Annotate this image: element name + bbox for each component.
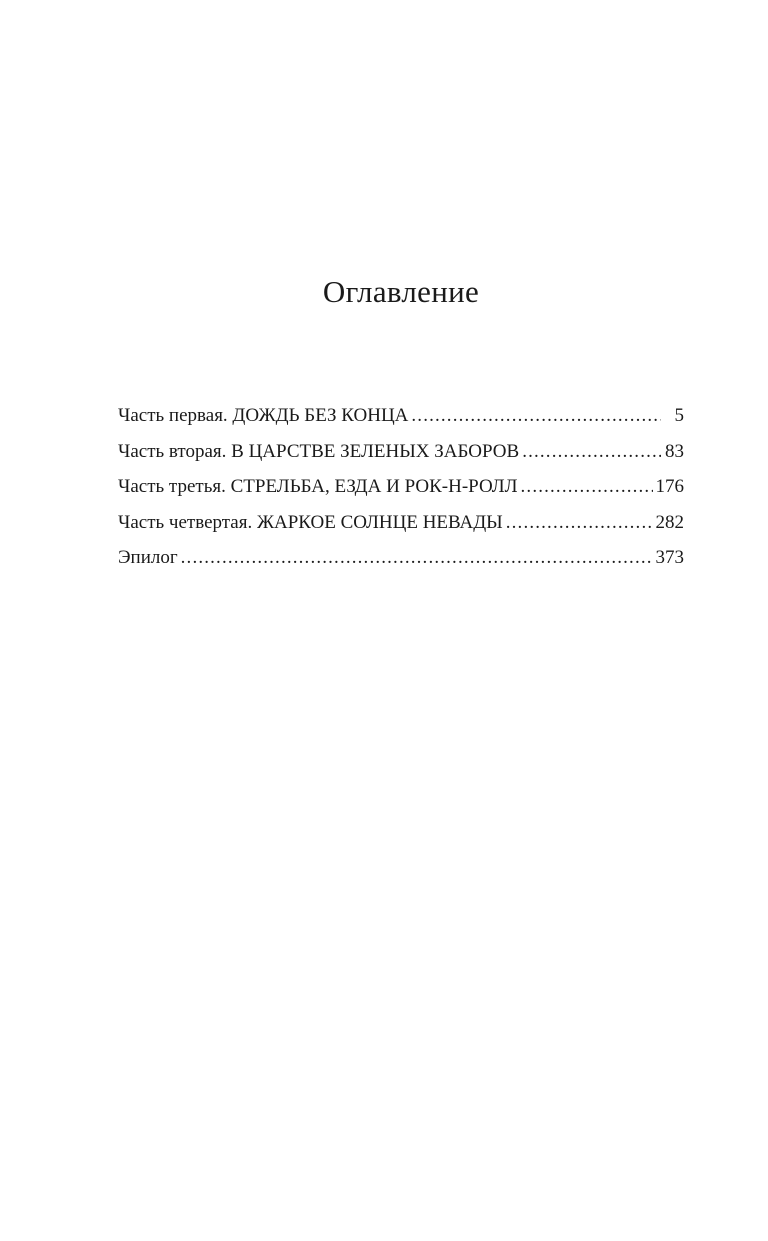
table-of-contents	[118, 398, 684, 576]
toc-entry-label: Часть вторая. В ЦАРСТВЕ ЗЕЛЕНЫХ ЗАБОРОВ	[118, 440, 520, 462]
toc-page-number: 5	[674, 405, 684, 426]
toc-entry-part-4[interactable]	[118, 505, 684, 541]
toc-entry-part-2[interactable]	[118, 434, 684, 470]
toc-page-number: 83	[665, 440, 684, 462]
toc-page-number: 282	[655, 511, 684, 533]
toc-entry-label: Часть первая. ДОЖДЬ БЕЗ КОНЦА	[118, 405, 409, 426]
toc-entry-part-1[interactable]	[118, 398, 684, 434]
dot-leader	[522, 434, 661, 470]
toc-entry-label: Эпилог	[118, 547, 178, 568]
toc-entry-label: Часть третья. СТРЕЛЬБА, ЕЗДА И РОК-Н-РОЛЛ	[118, 476, 518, 497]
dot-leader	[411, 398, 661, 434]
dot-leader	[521, 469, 653, 505]
page-title: Оглавление	[322, 274, 480, 309]
toc-entry-label: Часть четвертая. ЖАРКОЕ СОЛНЦЕ НЕВАДЫ	[118, 511, 503, 533]
toc-entry-epilogue[interactable]	[118, 540, 684, 576]
toc-entry-part-3[interactable]	[118, 469, 684, 505]
toc-page-number: 373	[655, 547, 684, 568]
toc-page-number: 176	[655, 476, 684, 497]
dot-leader	[506, 505, 653, 541]
dot-leader	[181, 540, 653, 576]
